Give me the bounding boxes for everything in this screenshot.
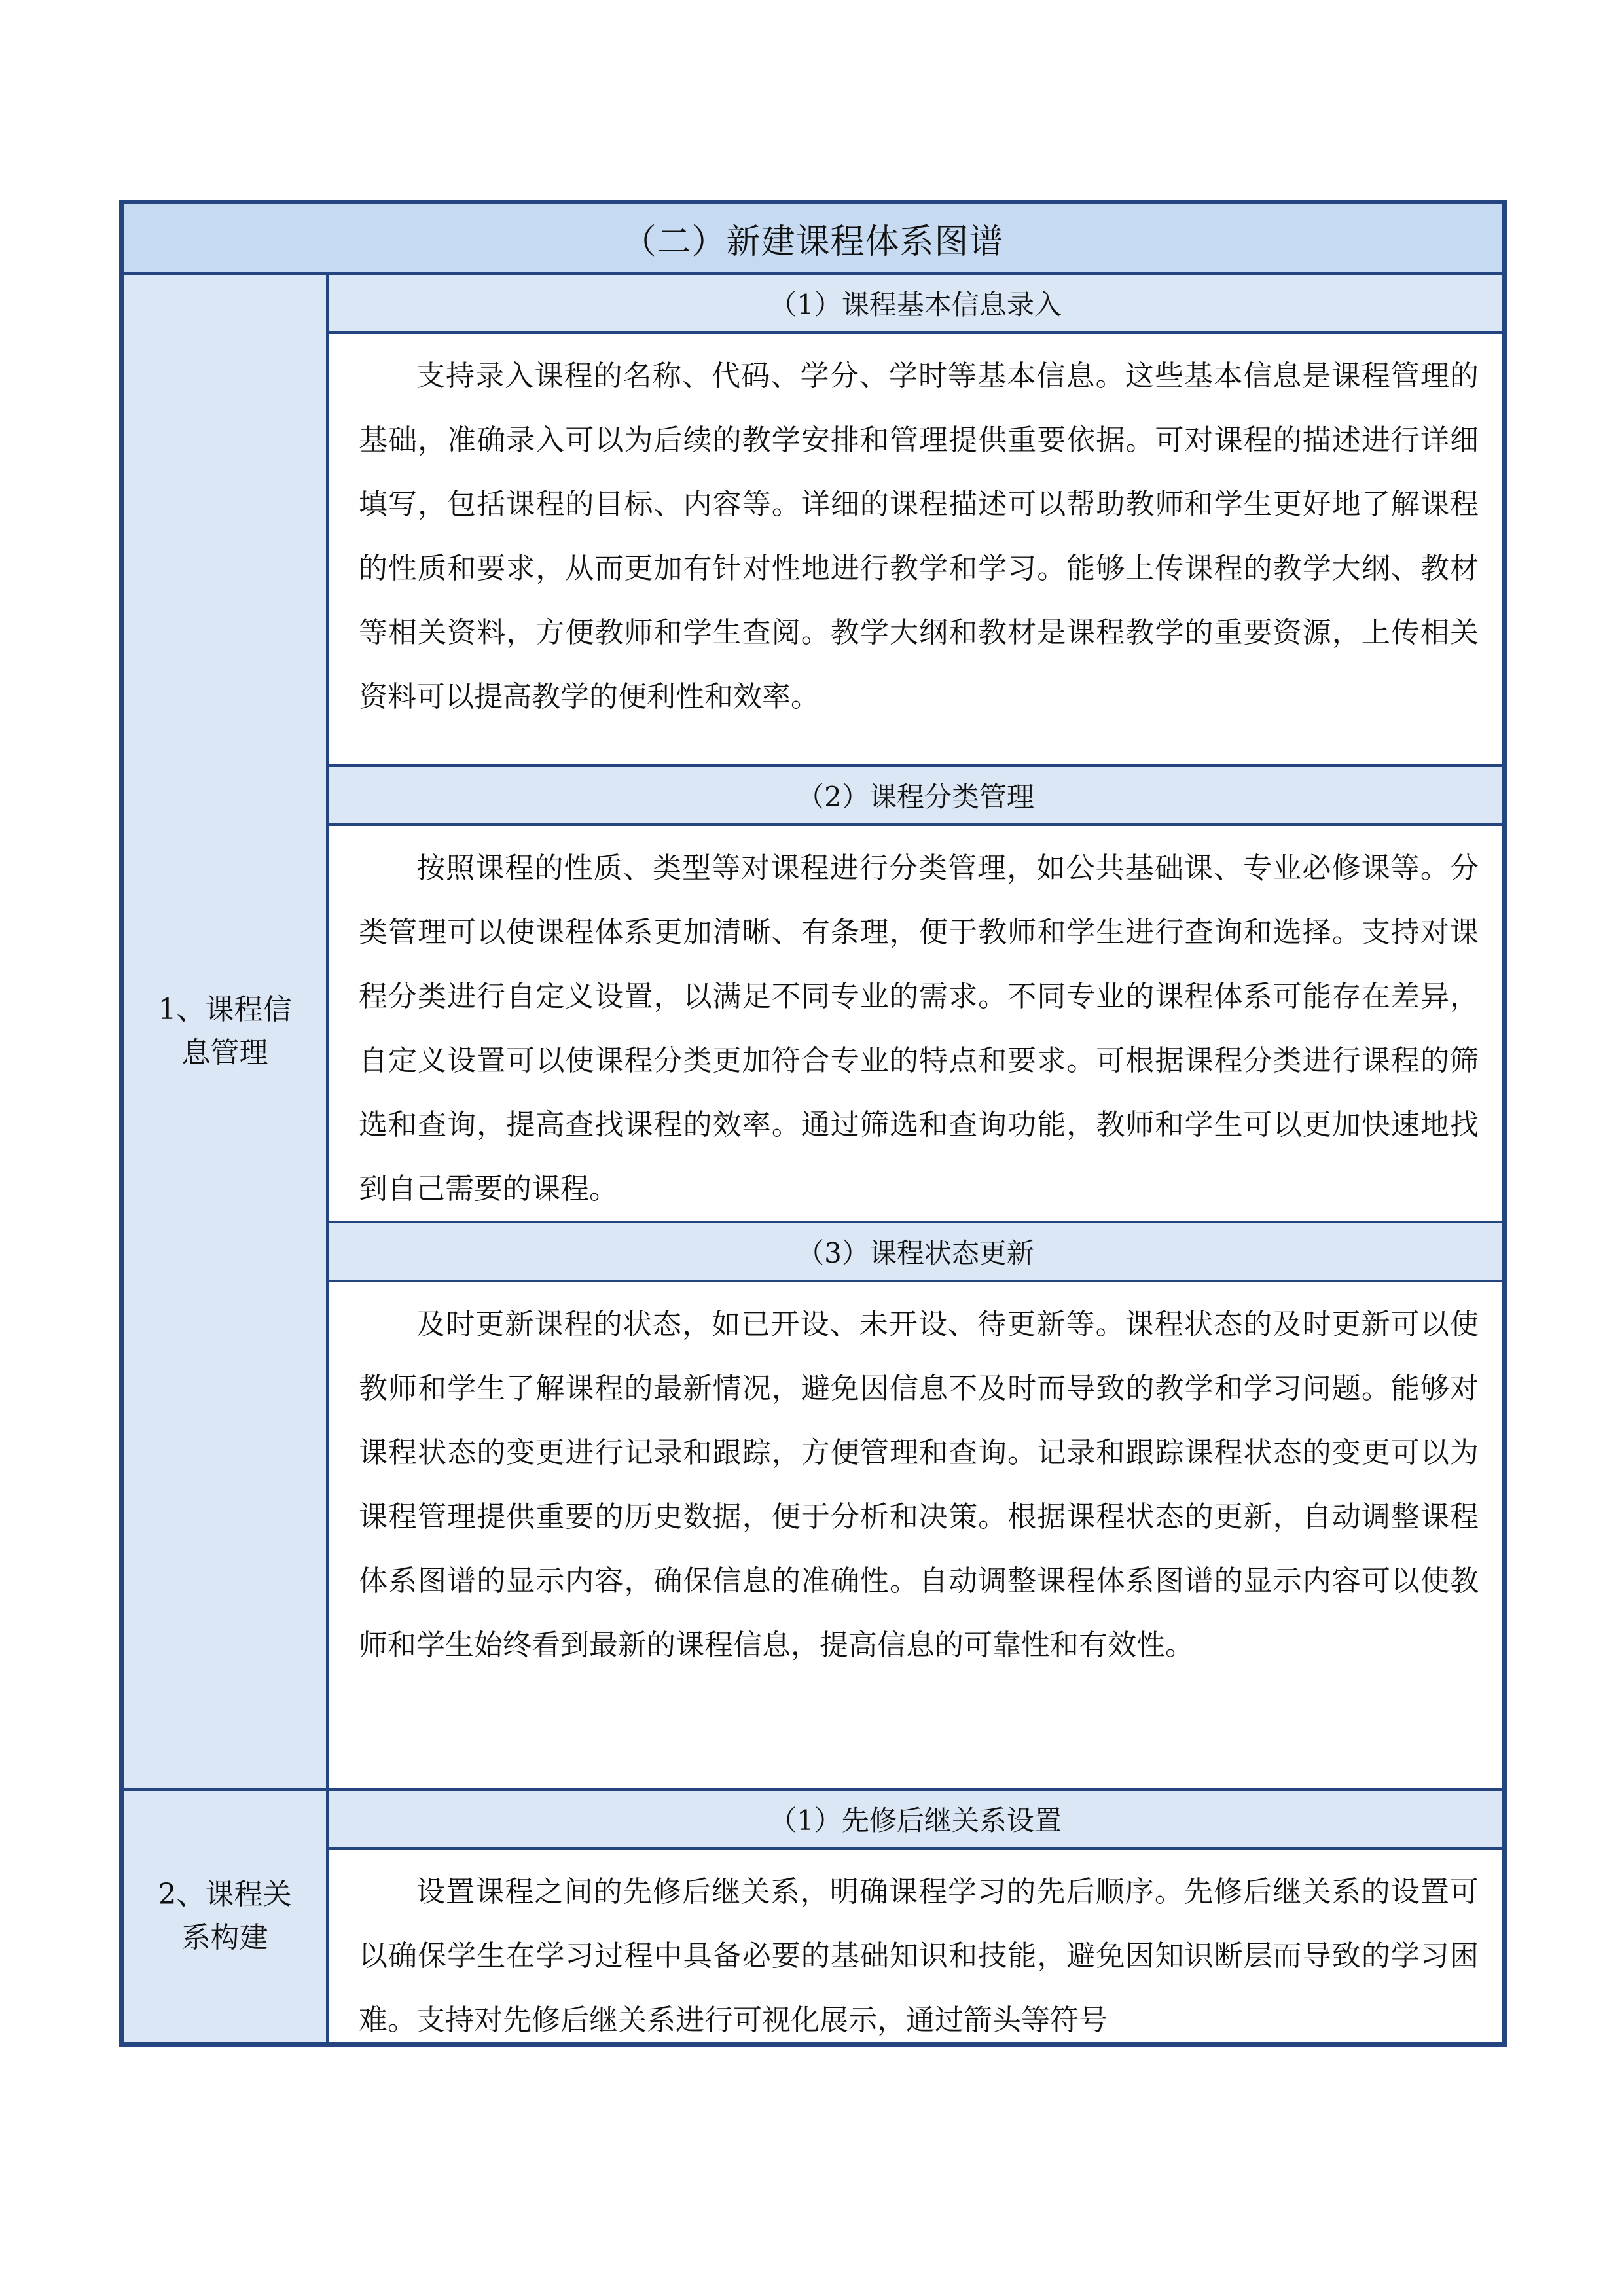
- subsection-body: 设置课程之间的先修后继关系，明确课程学习的先后顺序。先修后继关系的设置可以确保学生在学习过程中具备必要的基础知识和技能，避免因知识断层而导致的学习困难。支持对先修后继关系进行可视化展示，通过箭头等符号: [359, 1875, 1479, 2037]
- course-system-table: [119, 200, 1507, 2047]
- row-content-course-relations: [329, 1791, 1502, 2042]
- row-label-line: 1、课程信: [158, 993, 292, 1026]
- row-label-course-relations: [124, 1791, 329, 2042]
- subsection-heading: （1）课程基本信息录入: [329, 275, 1502, 334]
- row-label-line: 息管理: [181, 1036, 268, 1069]
- row-label-course-info: [124, 275, 329, 1791]
- subsection-body: 及时更新课程的状态，如已开设、未开设、待更新等。课程状态的及时更新可以使教师和学生了解课程的最新情况，避免因信息不及时而导致的教学和学习问题。能够对课程状态的变更进行记录和跟踪，方便管理和查询。记录和跟踪课程状态的变更可以为课程管理提供重要的历史数据，便于分析和决策。根据课程状态的更新，自动调整课程体系图谱的显示内容，确保信息的准确性。自动调整课程体系图谱的显示内容可以使教师和学生始终看到最新的课程信息，提高信息的可靠性和有效性。: [359, 1308, 1479, 1662]
- subsection-body: 支持录入课程的名称、代码、学分、学时等基本信息。这些基本信息是课程管理的基础，准确录入可以为后续的教学安排和管理提供重要依据。可对课程的描述进行详细填写，包括课程的目标、内容等。详细的课程描述可以帮助教师和学生更好地了解课程的性质和要求，从而更加有针对性地进行教学和学习。能够上传课程的教学大纲、教材等相关资料，方便教师和学生查阅。教学大纲和教材是课程教学的重要资源，上传相关资料可以提高教学的便利性和效率。: [329, 334, 1502, 767]
- row-content-course-info: [329, 275, 1502, 1791]
- subsection-body: 按照课程的性质、类型等对课程进行分类管理，如公共基础课、专业必修课等。分类管理可以使课程体系更加清晰、有条理，便于教师和学生进行查询和选择。支持对课程分类进行自定义设置，以满足不同专业的需求。不同专业的课程体系可能存在差异，自定义设置可以使课程分类更加符合专业的特点和要求。可根据课程分类进行课程的筛选和查询，提高查找课程的效率。通过筛选和查询功能，教师和学生可以更加快速地找到自己需要的课程。: [329, 826, 1502, 1223]
- subsection-heading: （1）先修后继关系设置: [329, 1791, 1502, 1850]
- subsection-heading: （3）课程状态更新: [329, 1223, 1502, 1282]
- row-label-line: 系构建: [181, 1921, 268, 1954]
- section-title: （二）新建课程体系图谱: [124, 204, 1502, 275]
- subsection-heading: （2）课程分类管理: [329, 767, 1502, 826]
- row-label-line: 2、课程关: [158, 1878, 292, 1911]
